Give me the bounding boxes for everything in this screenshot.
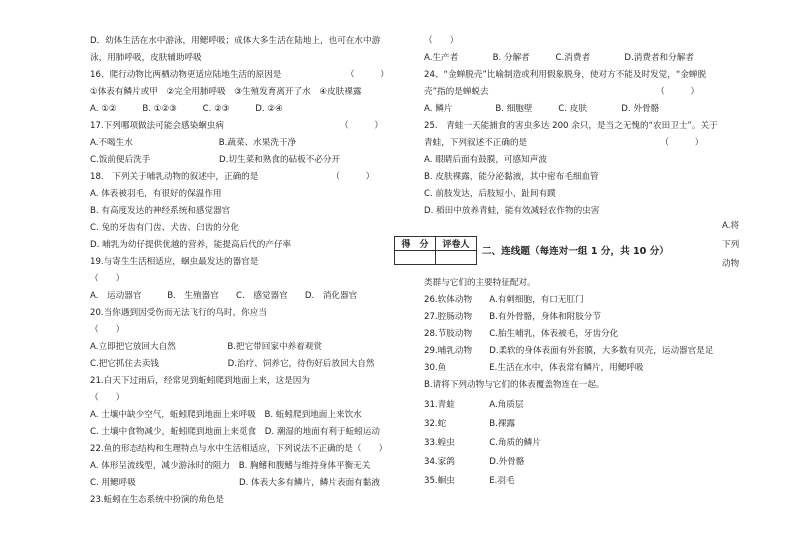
question-21: 21.白天下过雨后，经常见到蚯蚓爬到地面上来，这是因为 bbox=[90, 376, 310, 386]
options-line: A. ①② B. ①②③ C. ②③ D. ②④ bbox=[90, 104, 283, 114]
options-line: A. 体形呈流线型，减少游泳时的阻力 B. 胸鳍和腹鳍与维持身体平衡无关 bbox=[90, 461, 371, 471]
answer-bracket: （ ） bbox=[90, 393, 125, 403]
options-line: C.饭前便后洗手 D.切生菜和熟食的砧板不必分开 bbox=[90, 155, 341, 165]
question-16: 16、爬行动物比两栖动物更适应陆地生活的原因是 （ ） bbox=[90, 70, 389, 80]
options-line: A. 眼睛后面有鼓膜，可感知声波 bbox=[424, 155, 547, 165]
options-line: D. 稻田中放养青蛙，能有效减轻农作物的虫害 bbox=[424, 206, 600, 216]
options-line: B. 皮肤裸露，能分泌黏液，其中密布毛细血管 bbox=[424, 172, 599, 182]
side-text: A.将 bbox=[722, 221, 740, 231]
options-line: C. 土壤中食物减少，蚯蚓爬到地面上来觅食 D. 潮湿的地面有利于蚯蚓运动 bbox=[90, 427, 380, 437]
question-17: 17.下列哪项做法可能会感染蛔虫病 （ ） bbox=[90, 121, 383, 131]
score-cell bbox=[395, 251, 436, 265]
text-line: ①体表有鳞片或甲 ②完全用肺呼吸 ③生殖发育离开了水 ④皮肤裸露 bbox=[90, 87, 362, 97]
options-line: C.把它抓住去卖钱 D.治疗、饲养它，待伤好后放回大自然 bbox=[90, 359, 375, 369]
match-item: 27.腔肠动物 B.有外骨骼，身体和附肢分节 bbox=[424, 312, 601, 322]
options-line: A. 运动器官 B. 生殖器官 C. 感觉器官 D. 消化器官 bbox=[90, 291, 358, 301]
question-24: 24、“金蝉脱壳”比喻制造或利用假象脱身，使对方不能及时发觉，“金蝉脱 bbox=[424, 70, 707, 80]
grader-label: 评卷人 bbox=[436, 237, 477, 251]
options-line: C. 兔的牙齿有门齿、犬齿、臼齿的分化 bbox=[90, 223, 239, 233]
match-item: 29.哺乳动物 D.柔软的身体表面有外套膜，大多数有贝壳，运动器官是足 bbox=[424, 346, 714, 356]
question-20: 20.当你遇到因受伤而无法飞行的鸟时，你应当 bbox=[90, 308, 267, 318]
section-title: 二、连线题（每连对一组 1 分，共 10 分） bbox=[482, 246, 669, 257]
options-line: D. 哺乳为幼仔提供优越的营养，能提高后代的产仔率 bbox=[90, 240, 292, 250]
side-text: 动物 bbox=[722, 259, 740, 269]
match-item: 35.蛔虫 E.羽毛 bbox=[424, 476, 515, 486]
text-line: 类群与它们的主要特征配对。 bbox=[424, 278, 536, 288]
options-line: B. 有高度发达的神经系统和感觉器官 bbox=[90, 206, 231, 216]
match-item: 34.家鸽 D.外骨骼 bbox=[424, 457, 525, 467]
options-line: A. 土壤中缺少空气，蚯蚓爬到地面上来呼吸 B. 蚯蚓爬到地面上来饮水 bbox=[90, 410, 362, 420]
question-23: 23.蚯蚓在生态系统中扮演的角色是 bbox=[90, 495, 224, 505]
question-18: 18. 下列关于哺乳动物的叙述中，正确的是 （ ） bbox=[90, 172, 375, 182]
score-label: 得 分 bbox=[395, 237, 436, 251]
match-item: 30.鱼 E.生活在水中，体表常有鳞片，用鳃呼吸 bbox=[424, 363, 644, 373]
text-line: 壳”指的是蝉蜕去 （ ） bbox=[424, 87, 700, 97]
options-line: A. 鳞片 B. 细胞壁 C. 皮肤 D. 外骨骼 bbox=[424, 104, 660, 114]
options-line: C. 前肢发达，后肢短小，趾间有蹼 bbox=[424, 189, 556, 199]
text-line: 泳，用肺呼吸，皮肤辅助呼吸 bbox=[90, 53, 202, 63]
question-19: 19.与寄生生活相适应，蛔虫最发达的器官是 bbox=[90, 257, 259, 267]
answer-bracket: （ ） bbox=[90, 274, 125, 284]
match-item: 33.蝗虫 C.角质的鳞片 bbox=[424, 438, 541, 448]
match-item: 26.软体动物 A.有刺细胞，有口无肛门 bbox=[424, 295, 584, 305]
grader-cell bbox=[436, 251, 477, 265]
options-line: A.生产者 B. 分解者 C.消费者 D.消费者和分解者 bbox=[424, 53, 694, 63]
text-line: 青蛙，下列叙述不正确的是 （ ） bbox=[424, 138, 704, 148]
text-line: D．幼体生活在水中游泳，用鳃呼吸；成体大多生活在陆地上，也可在水中游 bbox=[90, 36, 381, 46]
question-25: 25. 青蛙一天能捕食的害虫多达 200 余只，是当之无愧的“农田卫士”。关于 bbox=[424, 121, 718, 131]
answer-bracket: （ ） bbox=[90, 325, 125, 335]
options-line: A. 体表被羽毛，有很好的保温作用 bbox=[90, 189, 222, 199]
sub-instruction: B.请将下列动物与它们的体表覆盖物连在一起。 bbox=[424, 380, 605, 390]
match-item: 32.蛇 B.裸露 bbox=[424, 419, 516, 429]
side-text: 下列 bbox=[722, 240, 740, 250]
match-item: 31.青蛙 A.角质层 bbox=[424, 400, 524, 410]
question-22: 22.鱼的形态结构和生理特点与水中生活相适应，下列说法不正确的是（ ） bbox=[90, 444, 388, 454]
match-item: 28.节肢动物 C.胎生哺乳，体表被毛，牙齿分化 bbox=[424, 329, 619, 339]
score-box bbox=[394, 236, 477, 265]
options-line: A.立即把它放回大自然 B.把它带回家中养着观赏 bbox=[90, 342, 322, 352]
answer-bracket: （ ） bbox=[424, 36, 459, 46]
options-line: C. 用鳃呼吸 D. 体表大多有鳞片，鳞片表面有黏液 bbox=[90, 478, 380, 488]
options-line: A.不喝生水 B.蔬菜、水果洗干净 bbox=[90, 138, 297, 148]
